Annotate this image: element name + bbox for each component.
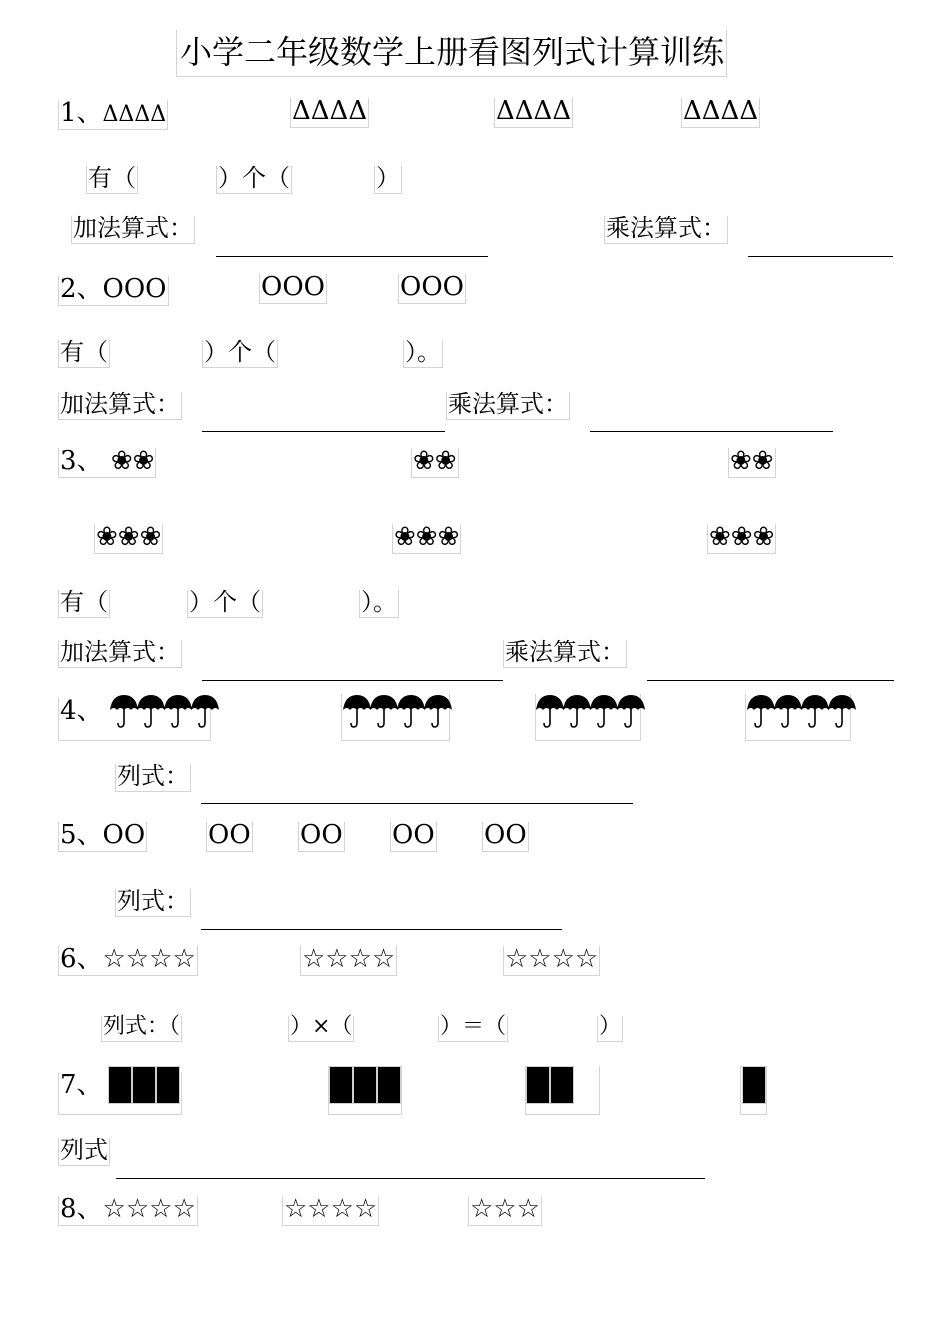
q4-label: 4、 [58, 698, 211, 741]
q6-equals-text: ）＝（ [438, 1016, 508, 1042]
q6-label: 6、☆☆☆☆ [60, 944, 196, 974]
q7-formula-label: 列式 [60, 1136, 108, 1164]
q6-close-bracket: ） [597, 1016, 623, 1042]
q2-count-text: ）个（ [204, 338, 276, 366]
q2-group-2: OOO [261, 272, 325, 302]
q7-block [156, 1066, 180, 1104]
q6-group-3: ☆☆☆☆ [505, 944, 599, 974]
umbrella-icon [397, 695, 425, 727]
q4-formula-answer-line[interactable] [201, 803, 633, 804]
q1-group-3: ΔΔΔΔ [496, 96, 572, 126]
q1-mul-answer-line[interactable] [748, 256, 893, 257]
q3-flowers-row2-3: ❀❀❀ [709, 522, 775, 552]
umbrella-icon [590, 695, 618, 727]
umbrella-icon [801, 695, 829, 727]
q5-formula-answer-line[interactable] [201, 929, 562, 930]
q8-group-2: ☆☆☆☆ [284, 1194, 378, 1224]
q5-group-4: OO [392, 820, 435, 850]
q5-group-5: OO [484, 820, 527, 850]
q1-group-2: ΔΔΔΔ [292, 96, 368, 126]
q4-formula-label: 列式： [117, 762, 189, 790]
umbrella-icon [424, 695, 452, 727]
q1-count-text: ）个（ [218, 164, 290, 192]
umbrella-icon [563, 695, 591, 727]
q3-mul-label: 乘法算式： [505, 638, 625, 666]
q2-add-label: 加法算式： [60, 390, 180, 418]
q3-have-text: 有（ [60, 588, 108, 616]
umbrella-icon [370, 695, 398, 727]
umbrella-icon [828, 695, 856, 727]
q2-add-answer-line[interactable] [202, 431, 445, 432]
q5-label: 5、OO [60, 820, 146, 850]
q3-add-answer-line[interactable] [202, 680, 503, 681]
q2-mul-answer-line[interactable] [590, 431, 833, 432]
q2-label: 2、OOO [60, 274, 167, 304]
umbrella-icon [774, 695, 802, 727]
q8-group-3: ☆☆☆ [470, 1194, 540, 1224]
q3-mul-answer-line[interactable] [647, 680, 894, 681]
q3-flowers-row2-2: ❀❀❀ [394, 522, 460, 552]
umbrella-icon [191, 695, 219, 727]
q3-flowers-row2-1: ❀❀❀ [96, 522, 162, 552]
q3-count-text: ）个（ [189, 588, 261, 616]
q1-close-bracket: ） [376, 164, 400, 192]
q7-block [132, 1066, 156, 1104]
q7-block [526, 1066, 550, 1104]
q1-add-answer-line[interactable] [216, 256, 488, 257]
q7-block [329, 1066, 353, 1104]
q6-times-text: ）×（ [288, 1016, 354, 1042]
q2-group-3: OOO [400, 272, 464, 302]
q6-formula-label: 列式：（ [101, 1016, 182, 1042]
q1-group-4: ΔΔΔΔ [683, 96, 759, 126]
q5-group-3: OO [300, 820, 343, 850]
q3-flowers-row1-3: ❀❀ [730, 446, 774, 476]
umbrella-icon [617, 695, 645, 727]
q7-label: 7、 [58, 1072, 182, 1115]
q7-block [742, 1066, 766, 1104]
umbrella-icon [110, 695, 138, 727]
q1-add-label: 加法算式： [73, 214, 193, 242]
umbrella-icon [137, 695, 165, 727]
q6-group-2: ☆☆☆☆ [302, 944, 396, 974]
umbrella-icon [343, 695, 371, 727]
q8-label: 8、☆☆☆☆ [60, 1194, 196, 1224]
q1-have-text: 有（ [88, 164, 136, 192]
q3-flowers-row1-2: ❀❀ [413, 446, 457, 476]
umbrella-icon [536, 695, 564, 727]
q7-block [108, 1066, 132, 1104]
q1-label: 1、ΔΔΔΔ [60, 98, 167, 128]
flower-icon: ❀❀ [110, 446, 155, 476]
q5-formula-label: 列式： [117, 887, 189, 915]
q5-group-2: OO [208, 820, 251, 850]
q3-add-label: 加法算式： [60, 638, 180, 666]
q7-formula-answer-line[interactable] [116, 1178, 705, 1179]
q4-umbrellas [0, 690, 950, 750]
q2-have-text: 有（ [60, 338, 108, 366]
q3-close-bracket: ）。 [361, 588, 397, 616]
umbrella-icon [747, 695, 775, 727]
q1-mul-label: 乘法算式： [606, 214, 726, 242]
umbrella-icon [164, 695, 192, 727]
q7-block [377, 1066, 401, 1104]
page-title: 小学二年级数学上册看图列式计算训练 [176, 30, 727, 77]
q2-mul-label: 乘法算式： [448, 390, 568, 418]
q7-block [353, 1066, 377, 1104]
q2-close-bracket: ）。 [405, 338, 441, 366]
q7-block [550, 1066, 574, 1104]
q3-label: 3、 ❀❀ [60, 446, 155, 476]
